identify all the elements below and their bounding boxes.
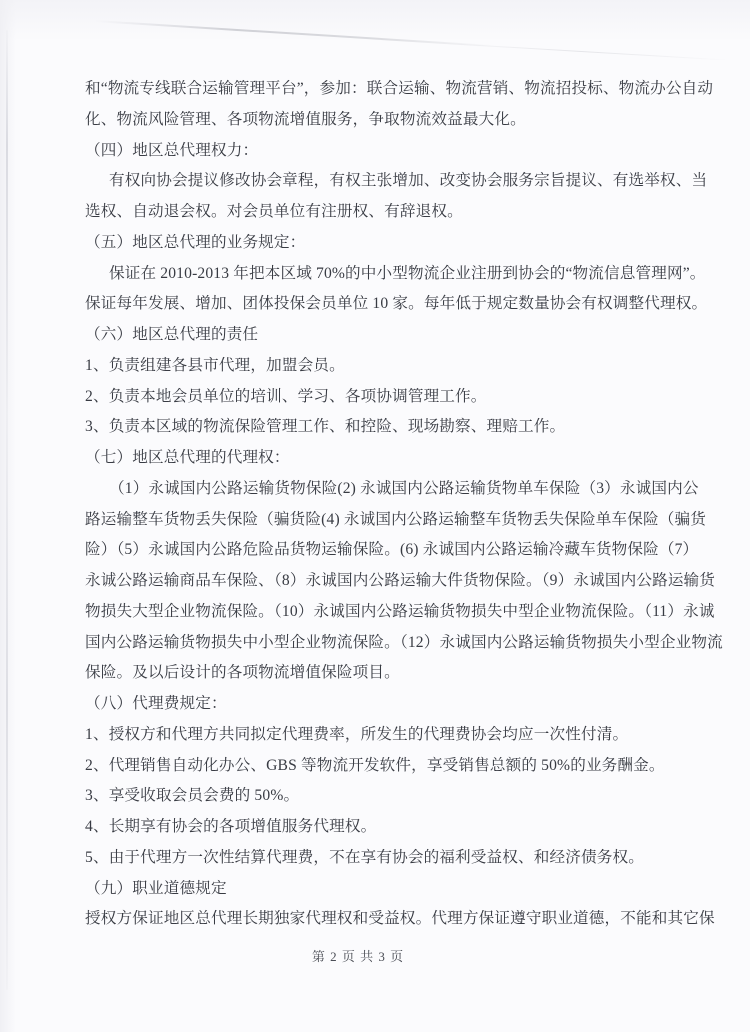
text-line: （1）永诚国内公路运输货物保险(2) 永诚国内公路运输货物单车保险（3）永诚国内公 [109, 479, 699, 497]
text-line: 2、代理销售自动化办公、GBS 等物流开发软件，享受销售总额的 50%的业务酬金。 [85, 756, 665, 774]
text-line: （五）地区总代理的业务规定： [85, 233, 306, 251]
paper-crease-line-2 [430, 42, 730, 61]
text-line: 1、授权方和代理方共同拟定代理费率，所发生的代理费协会均应一次性付清。 [85, 725, 629, 743]
text-line: 和“物流专线联合运输管理平台”，参加：联合运输、物流营销、物流招投标、物流办公自动 [85, 80, 714, 97]
text-line: 选权、自动退会权。对会员单位有注册权、有辞退权。 [85, 203, 463, 220]
text-line: 国内公路运输货物损失中小型企业物流保险。（12）永诚国内公路运输货物损失小型企业物流 [85, 633, 723, 651]
text-line: 险）（5）永诚国内公路危险品货物运输保险。(6) 永诚国内公路运输冷藏车货物保险（7） [85, 541, 699, 559]
text-line: 3、负责本区域的物流保险管理工作、和控险、现场勘察、理赔工作。 [85, 418, 566, 436]
text-line: （九）职业道德规定 [85, 879, 227, 897]
text-line: （七）地区总代理的代理权： [85, 449, 290, 466]
text-line: 保证每年发展、增加、团体投保会员单位 10 家。每年低于规定数量协会有权调整代理权。 [85, 295, 708, 313]
text-line: 保证在 2010-2013 年把本区域 70%的中小型物流企业注册到协会的“物流信息管理网”。 [109, 264, 706, 282]
text-line: 永诚公路运输商品车保险、（8）永诚国内公路运输大件货物保险。（9）永诚国内公路运输货 [85, 572, 716, 589]
text-line: 化、物流风险管理、各项物流增值服务，争取物流效益最大化。 [85, 110, 526, 128]
page-number: 第 2 页 共 3 页 [311, 949, 405, 964]
paper-edge-line [6, 30, 8, 990]
text-line: 4、长期享有协会的各项增值服务代理权。 [85, 818, 377, 835]
text-line: （四）地区总代理权力： [85, 141, 259, 159]
document-body [85, 74, 725, 935]
text-line: 1、负责组建各县市代理，加盟会员。 [85, 356, 345, 374]
text-line: 物损失大型企业物流保险。（10）永诚国内公路运输货物损失中型企业物流保险。（11）永诚 [85, 602, 715, 620]
text-line: 2、负责本地会员单位的培训、学习、各项协调管理工作。 [85, 387, 487, 405]
text-line: （八）代理费规定： [85, 695, 227, 712]
text-line: 保险。及以后设计的各项物流增值保险项目。 [85, 664, 400, 682]
text-line: 5、由于代理方一次性结算代理费，不在享有协会的福利受益权、和经济债务权。 [85, 848, 644, 866]
scan-left-edge-shadow [0, 0, 16, 1032]
text-line: 3、享受收取会员会费的 50%。 [85, 787, 300, 805]
text-line: 路运输整车货物丢失保险（骗货险(4) 永诚国内公路运输整车货物丢失保险单车保险（骗货 [85, 510, 706, 528]
text-line: （六）地区总代理的责任 [85, 326, 259, 343]
text-line: 有权向协会提议修改协会章程，有权主张增加、改变协会服务宗旨提议、有选举权、当 [109, 172, 708, 190]
text-line: 授权方保证地区总代理长期独家代理权和受益权。代理方保证遵守职业道德，不能和其它保 [85, 910, 715, 928]
